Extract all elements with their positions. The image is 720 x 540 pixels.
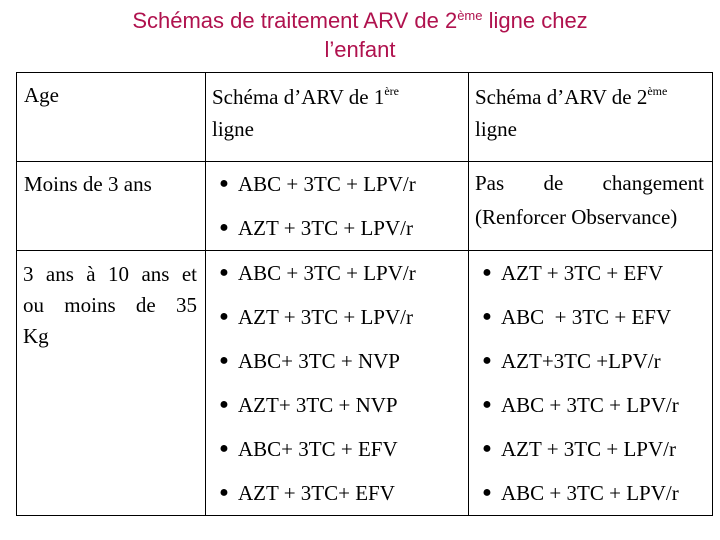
list-item — [210, 339, 468, 383]
list-item — [210, 162, 468, 206]
second-line-cell-3-to-10 — [469, 251, 713, 516]
bullet-icon: ● — [219, 484, 229, 501]
regimen-text: AZT + 3TC + LPV/r — [501, 436, 676, 461]
first-line-list-3-to-10 — [206, 251, 468, 515]
bullet-icon: ● — [219, 352, 229, 369]
regimen-text: ABC + 3TC + LPV/r — [238, 171, 416, 196]
regimen-text: AZT + 3TC + LPV/r — [238, 215, 413, 240]
header-first-sup: ère — [384, 84, 399, 98]
header-first-text-2: ligne — [212, 117, 254, 141]
bullet-icon: ● — [482, 440, 492, 457]
list-item — [473, 427, 712, 471]
list-item — [473, 383, 712, 427]
title-text: Schémas de traitement ARV de 2 — [132, 8, 458, 33]
list-item — [473, 251, 712, 295]
regimen-text: AZT + 3TC+ EFV — [238, 480, 395, 505]
header-second-line — [469, 73, 713, 162]
list-item — [473, 295, 712, 339]
treatment-table — [16, 72, 713, 516]
header-second-text: Schéma d’ARV de 2 — [475, 85, 648, 109]
note-word: Pas — [475, 171, 505, 195]
bullet-icon: ● — [219, 175, 229, 192]
note-line-1 — [475, 166, 704, 200]
list-item — [210, 251, 468, 295]
row-3-to-10 — [17, 251, 713, 516]
age-cell-3-to-10 — [17, 251, 206, 516]
age-cell-under-3 — [17, 162, 206, 251]
bullet-icon: ● — [482, 308, 492, 325]
age-label-under-3: Moins de 3 ans — [24, 172, 152, 196]
title-superscript: ème — [457, 8, 483, 23]
first-line-list-under-3 — [206, 162, 468, 250]
row-under-3 — [17, 162, 713, 251]
list-item — [210, 383, 468, 427]
bullet-icon: ● — [482, 396, 492, 413]
regimen-text: ABC+ 3TC + NVP — [238, 348, 400, 373]
bullet-icon: ● — [482, 484, 492, 501]
header-age — [17, 73, 206, 162]
bullet-icon: ● — [219, 396, 229, 413]
header-row — [17, 73, 713, 162]
regimen-text: ABC+ 3TC + EFV — [238, 436, 398, 461]
title-line-2: l’enfant — [324, 37, 396, 62]
age-label-3-to-10 — [17, 251, 205, 352]
regimen-text: ABC + 3TC + EFV — [501, 304, 672, 329]
note-word: changement — [602, 171, 704, 195]
list-item — [210, 427, 468, 471]
header-first-label — [206, 73, 468, 145]
list-item — [473, 471, 712, 515]
bullet-icon: ● — [219, 440, 229, 457]
regimen-text: ABC + 3TC + LPV/r — [501, 480, 679, 505]
header-first-text: Schéma d’ARV de 1 — [212, 85, 385, 109]
regimen-text: AZT+ 3TC + NVP — [238, 392, 398, 417]
regimen-text: AZT + 3TC + EFV — [501, 260, 664, 285]
note-word: de — [543, 171, 564, 195]
header-second-sup: ème — [647, 84, 668, 98]
age-line: Kg — [23, 324, 49, 348]
title-line-1 — [0, 6, 720, 35]
note-line-2: (Renforcer Observance) — [475, 205, 678, 229]
age-line: ou moins de 35 — [23, 293, 197, 317]
list-item — [210, 471, 468, 515]
list-item — [210, 206, 468, 250]
second-line-cell-under-3 — [469, 162, 713, 251]
list-item — [473, 339, 712, 383]
first-line-cell-3-to-10 — [206, 251, 469, 516]
age-line: 3 ans à 10 ans et — [23, 262, 197, 286]
first-line-cell-under-3 — [206, 162, 469, 251]
bullet-icon: ● — [219, 264, 229, 281]
no-change-note — [469, 162, 712, 234]
regimen-text: ABC + 3TC + LPV/r — [501, 392, 679, 417]
bullet-icon: ● — [219, 308, 229, 325]
title-text-end: ligne chez — [482, 8, 588, 33]
bullet-icon: ● — [219, 219, 229, 236]
regimen-text: AZT + 3TC + LPV/r — [238, 304, 413, 329]
header-age-label: Age — [24, 83, 59, 107]
regimen-text: AZT+3TC +LPV/r — [501, 348, 661, 373]
header-first-line — [206, 73, 469, 162]
regimen-text: ABC + 3TC + LPV/r — [238, 260, 416, 285]
bullet-icon: ● — [482, 352, 492, 369]
second-line-list-3-to-10 — [469, 251, 712, 515]
header-second-label — [469, 73, 712, 145]
list-item — [210, 295, 468, 339]
header-second-text-2: ligne — [475, 117, 517, 141]
bullet-icon: ● — [482, 264, 492, 281]
page-title — [0, 6, 720, 64]
